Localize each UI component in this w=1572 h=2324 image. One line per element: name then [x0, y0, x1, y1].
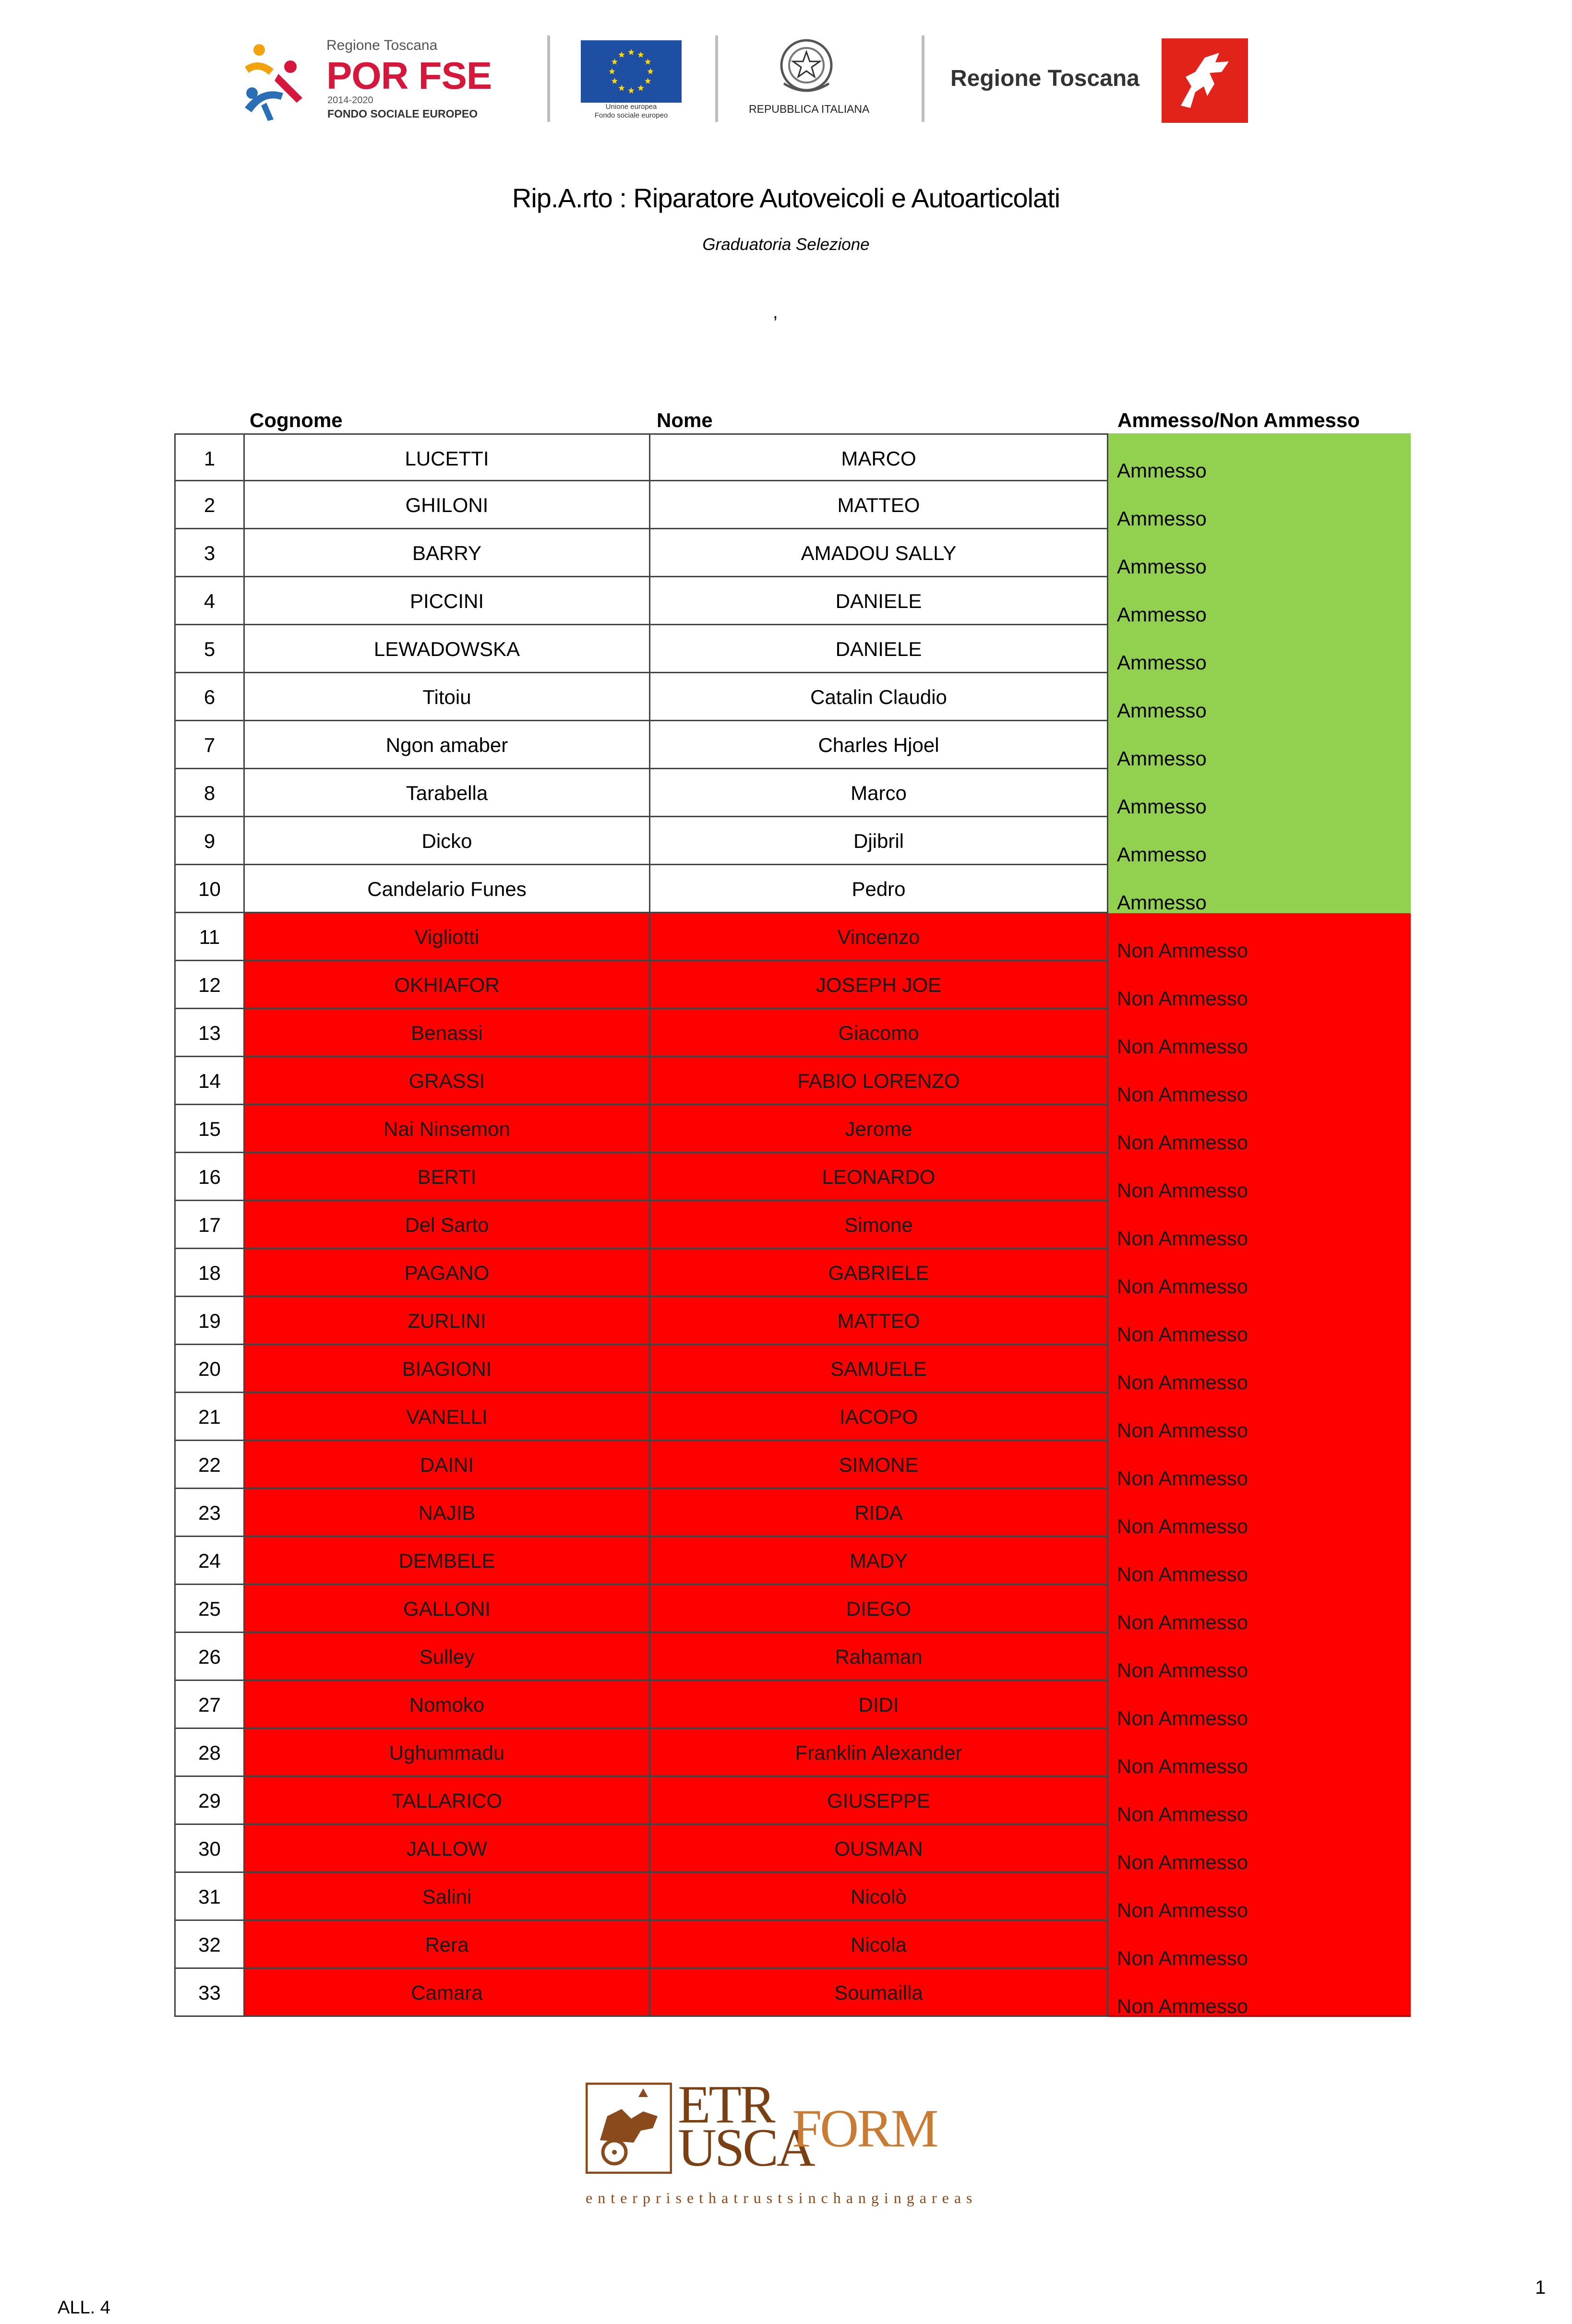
table-row: [174, 961, 1411, 1009]
row-number: 2: [174, 481, 245, 529]
table-row: [174, 1585, 1411, 1633]
row-number: 33: [174, 1969, 245, 2017]
row-number: 23: [174, 1489, 245, 1537]
column-header-cognome: Cognome: [250, 409, 343, 431]
status-cell: Ammesso: [1108, 625, 1411, 673]
cognome-cell: LUCETTI: [245, 433, 650, 481]
por-fund-label: FONDO SOCIALE EUROPEO: [327, 107, 478, 120]
nome-cell: MARCO: [650, 433, 1108, 481]
regione-toscana-logo: [950, 36, 1258, 127]
cognome-cell: PAGANO: [245, 1249, 650, 1297]
logo-divider: [922, 36, 924, 122]
status-cell: Ammesso: [1108, 673, 1411, 721]
header-logos: [240, 36, 1258, 131]
nome-cell: OUSMAN: [650, 1825, 1108, 1873]
cognome-cell: PICCINI: [245, 577, 650, 625]
cognome-cell: GRASSI: [245, 1057, 650, 1105]
row-number: 31: [174, 1873, 245, 1921]
nome-cell: Djibril: [650, 817, 1108, 865]
cognome-cell: DAINI: [245, 1441, 650, 1489]
row-number: 32: [174, 1921, 245, 1969]
cognome-cell: Del Sarto: [245, 1201, 650, 1249]
row-number: 9: [174, 817, 245, 865]
status-cell: Ammesso: [1108, 433, 1411, 481]
row-number: 4: [174, 577, 245, 625]
logo-text-form: FORM: [792, 2099, 937, 2158]
por-fse-figures-icon: [240, 40, 312, 122]
nome-cell: Jerome: [650, 1105, 1108, 1153]
status-cell: Non Ammesso: [1108, 1585, 1411, 1633]
row-number: 24: [174, 1537, 245, 1585]
status-cell: Ammesso: [1108, 817, 1411, 865]
table-row: [174, 1969, 1411, 2017]
row-number: 11: [174, 913, 245, 961]
status-cell: Non Ammesso: [1108, 1345, 1411, 1393]
cognome-cell: Rera: [245, 1921, 650, 1969]
page-number: 1: [1535, 2277, 1546, 2298]
cognome-cell: Ughummadu: [245, 1729, 650, 1777]
por-years: 2014-2020: [327, 95, 373, 106]
nome-cell: Marco: [650, 769, 1108, 817]
cognome-cell: Tarabella: [245, 769, 650, 817]
row-number: 3: [174, 529, 245, 577]
cognome-cell: Salini: [245, 1873, 650, 1921]
cognome-cell: GALLONI: [245, 1585, 650, 1633]
row-number: 13: [174, 1009, 245, 1057]
nome-cell: Rahaman: [650, 1633, 1108, 1681]
cognome-cell: Sulley: [245, 1633, 650, 1681]
row-number: 17: [174, 1201, 245, 1249]
status-cell: Non Ammesso: [1108, 961, 1411, 1009]
status-cell: Non Ammesso: [1108, 1825, 1411, 1873]
row-number: 27: [174, 1681, 245, 1729]
regione-toscana-label: Regione Toscana: [950, 66, 1140, 91]
table-row: [174, 1681, 1411, 1729]
status-cell: Non Ammesso: [1108, 1105, 1411, 1153]
row-number: 19: [174, 1297, 245, 1345]
logo-tagline: enterprisethatrustsinchangingareas: [586, 2189, 978, 2206]
stray-mark: ,: [773, 302, 778, 322]
table-row: [174, 673, 1411, 721]
status-cell: Non Ammesso: [1108, 1489, 1411, 1537]
nome-cell: Catalin Claudio: [650, 673, 1108, 721]
status-cell: Ammesso: [1108, 529, 1411, 577]
cognome-cell: Candelario Funes: [245, 865, 650, 913]
status-cell: Non Ammesso: [1108, 1441, 1411, 1489]
row-number: 10: [174, 865, 245, 913]
nome-cell: MATTEO: [650, 1297, 1108, 1345]
por-fse-name: POR FSE: [326, 54, 492, 97]
row-number: 1: [174, 433, 245, 481]
logo-text-usca: USCA: [678, 2118, 814, 2178]
page-title: Rip.A.rto : Riparatore Autoveicoli e Autoarticolati: [512, 183, 1060, 213]
nome-cell: SIMONE: [650, 1441, 1108, 1489]
status-cell: Non Ammesso: [1108, 1393, 1411, 1441]
row-number: 15: [174, 1105, 245, 1153]
column-header-nome: Nome: [657, 409, 713, 431]
table-row: [174, 1009, 1411, 1057]
table-row: [174, 817, 1411, 865]
table-row: [174, 433, 1411, 481]
row-number: 28: [174, 1729, 245, 1777]
pegasus-flag-icon: [1162, 38, 1248, 123]
repubblica-label: REPUBBLICA ITALIANA: [749, 103, 870, 115]
status-cell: Non Ammesso: [1108, 1009, 1411, 1057]
table-row: [174, 1489, 1411, 1537]
nome-cell: RIDA: [650, 1489, 1108, 1537]
nome-cell: DIEGO: [650, 1585, 1108, 1633]
nome-cell: Vincenzo: [650, 913, 1108, 961]
nome-cell: AMADOU SALLY: [650, 529, 1108, 577]
cognome-cell: Titoiu: [245, 673, 650, 721]
status-cell: Non Ammesso: [1108, 1201, 1411, 1249]
row-number: 14: [174, 1057, 245, 1105]
cognome-cell: DEMBELE: [245, 1537, 650, 1585]
table-row: [174, 1777, 1411, 1825]
eu-caption-1: Unione europea: [605, 103, 657, 111]
status-cell: Non Ammesso: [1108, 1969, 1411, 2017]
table-row: [174, 577, 1411, 625]
cognome-cell: OKHIAFOR: [245, 961, 650, 1009]
row-number: 5: [174, 625, 245, 673]
status-cell: Non Ammesso: [1108, 1537, 1411, 1585]
table-row: [174, 1057, 1411, 1105]
status-cell: Non Ammesso: [1108, 1297, 1411, 1345]
nome-cell: Nicolò: [650, 1873, 1108, 1921]
row-number: 21: [174, 1393, 245, 1441]
cognome-cell: Ngon amaber: [245, 721, 650, 769]
nome-cell: SAMUELE: [650, 1345, 1108, 1393]
status-cell: Non Ammesso: [1108, 913, 1411, 961]
row-number: 22: [174, 1441, 245, 1489]
cognome-cell: Camara: [245, 1969, 650, 2017]
nome-cell: GABRIELE: [650, 1249, 1108, 1297]
row-number: 29: [174, 1777, 245, 1825]
eu-logo: [581, 40, 686, 127]
nome-cell: DANIELE: [650, 625, 1108, 673]
table-row: [174, 1297, 1411, 1345]
logo-divider: [715, 36, 718, 122]
status-cell: Non Ammesso: [1108, 1057, 1411, 1105]
row-number: 26: [174, 1633, 245, 1681]
row-number: 8: [174, 769, 245, 817]
table-row: [174, 529, 1411, 577]
table-row: [174, 1537, 1411, 1585]
attachment-label: ALL. 4: [58, 2298, 110, 2318]
cognome-cell: ZURLINI: [245, 1297, 650, 1345]
nome-cell: FABIO LORENZO: [650, 1057, 1108, 1105]
table-row: [174, 1729, 1411, 1777]
row-number: 12: [174, 961, 245, 1009]
status-cell: Non Ammesso: [1108, 1153, 1411, 1201]
repubblica-italiana-logo: [749, 36, 870, 127]
row-number: 18: [174, 1249, 245, 1297]
nome-cell: DANIELE: [650, 577, 1108, 625]
cognome-cell: NAJIB: [245, 1489, 650, 1537]
status-cell: Non Ammesso: [1108, 1681, 1411, 1729]
cognome-cell: Dicko: [245, 817, 650, 865]
status-cell: Ammesso: [1108, 769, 1411, 817]
row-number: 25: [174, 1585, 245, 1633]
nome-cell: DIDI: [650, 1681, 1108, 1729]
table-row: [174, 1201, 1411, 1249]
table-row: [174, 1105, 1411, 1153]
nome-cell: Nicola: [650, 1921, 1108, 1969]
table-row: [174, 625, 1411, 673]
table-row: [174, 1873, 1411, 1921]
nome-cell: Soumailla: [650, 1969, 1108, 2017]
cognome-cell: Vigliotti: [245, 913, 650, 961]
status-cell: Ammesso: [1108, 721, 1411, 769]
cognome-cell: Benassi: [245, 1009, 650, 1057]
etruscan-chariot-icon: [586, 2083, 672, 2174]
nome-cell: LEONARDO: [650, 1153, 1108, 1201]
table-row: [174, 1153, 1411, 1201]
table-row: [174, 769, 1411, 817]
cognome-cell: BARRY: [245, 529, 650, 577]
nome-cell: Simone: [650, 1201, 1108, 1249]
status-cell: Non Ammesso: [1108, 1777, 1411, 1825]
cognome-cell: Nomoko: [245, 1681, 650, 1729]
nome-cell: MATTEO: [650, 481, 1108, 529]
table-row: [174, 481, 1411, 529]
column-header-status: Ammesso/Non Ammesso: [1117, 409, 1360, 431]
por-region-label: Regione Toscana: [326, 37, 438, 53]
status-cell: Ammesso: [1108, 577, 1411, 625]
nome-cell: MADY: [650, 1537, 1108, 1585]
page-subtitle: Graduatoria Selezione: [702, 235, 870, 254]
table-row: [174, 1633, 1411, 1681]
italian-emblem-icon: [775, 36, 838, 98]
cognome-cell: GHILONI: [245, 481, 650, 529]
table-row: [174, 1345, 1411, 1393]
eu-flag-icon: [581, 40, 682, 103]
table-row: [174, 1921, 1411, 1969]
cognome-cell: TALLARICO: [245, 1777, 650, 1825]
row-number: 16: [174, 1153, 245, 1201]
nome-cell: Franklin Alexander: [650, 1729, 1108, 1777]
cognome-cell: BIAGIONI: [245, 1345, 650, 1393]
row-number: 6: [174, 673, 245, 721]
status-cell: Ammesso: [1108, 481, 1411, 529]
table-row: [174, 1441, 1411, 1489]
nome-cell: GIUSEPPE: [650, 1777, 1108, 1825]
cognome-cell: BERTI: [245, 1153, 650, 1201]
status-cell: Non Ammesso: [1108, 1729, 1411, 1777]
eu-caption-2: Fondo sociale europeo: [594, 111, 668, 119]
row-number: 30: [174, 1825, 245, 1873]
table-row: [174, 1249, 1411, 1297]
table-row: [174, 721, 1411, 769]
nome-cell: JOSEPH JOE: [650, 961, 1108, 1009]
cognome-cell: Nai Ninsemon: [245, 1105, 650, 1153]
nome-cell: IACOPO: [650, 1393, 1108, 1441]
por-fse-logo: [240, 36, 528, 127]
nome-cell: Pedro: [650, 865, 1108, 913]
nome-cell: Giacomo: [650, 1009, 1108, 1057]
logo-divider: [547, 36, 550, 122]
etruscaform-logo: [586, 2075, 979, 2212]
logo-text-etr: ETR: [678, 2075, 774, 2134]
table-row: [174, 1825, 1411, 1873]
cognome-cell: LEWADOWSKA: [245, 625, 650, 673]
cognome-cell: JALLOW: [245, 1825, 650, 1873]
status-cell: Non Ammesso: [1108, 1249, 1411, 1297]
status-cell: Non Ammesso: [1108, 1633, 1411, 1681]
status-cell: Non Ammesso: [1108, 1921, 1411, 1969]
table-row: [174, 913, 1411, 961]
cognome-cell: VANELLI: [245, 1393, 650, 1441]
row-number: 7: [174, 721, 245, 769]
table-row: [174, 1393, 1411, 1441]
row-number: 20: [174, 1345, 245, 1393]
nome-cell: Charles Hjoel: [650, 721, 1108, 769]
status-cell: Non Ammesso: [1108, 1873, 1411, 1921]
status-cell: Ammesso: [1108, 865, 1411, 913]
table-row: [174, 865, 1411, 913]
